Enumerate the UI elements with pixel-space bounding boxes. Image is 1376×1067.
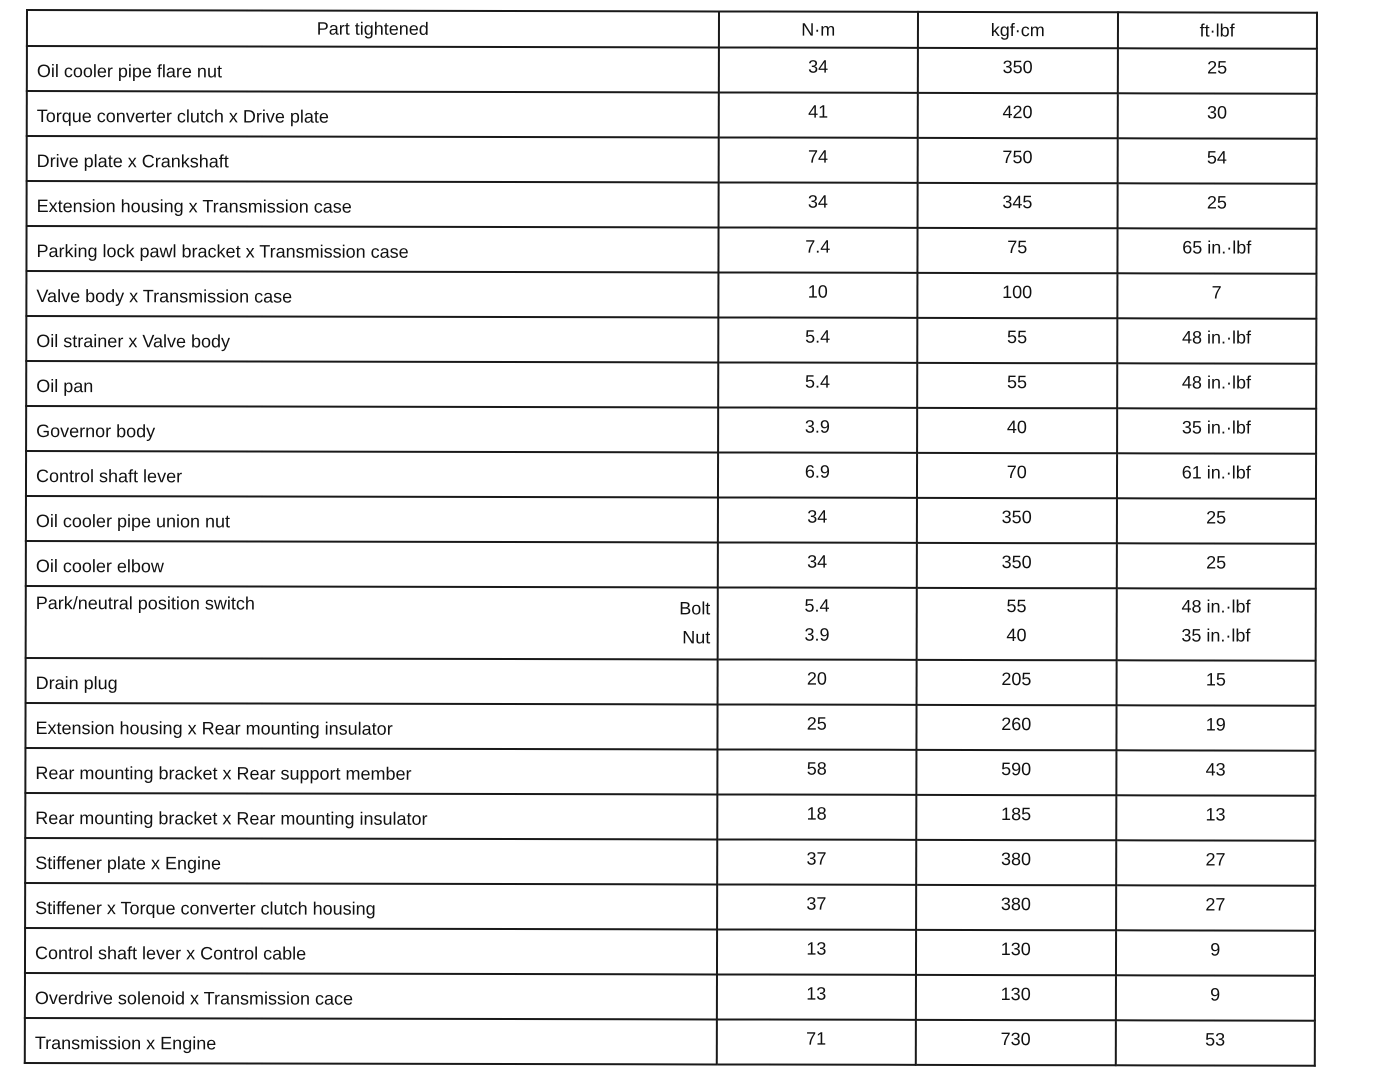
ftlbf-cell: 9	[1115, 975, 1315, 1020]
nm-cell: 34	[717, 542, 917, 587]
nm-cell: 37	[717, 839, 917, 884]
table-row	[26, 226, 1316, 274]
part-cell: Drain plug	[26, 658, 718, 704]
part-cell	[26, 586, 718, 659]
ftlbf-cell: 13	[1116, 795, 1316, 840]
ftlbf-cell: 54	[1117, 138, 1317, 183]
table-row	[25, 928, 1315, 976]
part-label: Park/neutral position switch	[35, 593, 255, 614]
part-cell: Oil strainer x Valve body	[26, 316, 718, 362]
bolt-nm: 5.4	[804, 595, 830, 616]
table-row	[26, 406, 1316, 454]
kgfcm-cell: 55	[917, 363, 1117, 408]
table-row-park-neutral-switch	[26, 586, 1316, 661]
ftlbf-cell: 48 in.·lbf	[1117, 318, 1317, 363]
ftlbf-cell	[1116, 588, 1316, 660]
table-row	[26, 658, 1316, 706]
bolt-ftlbf: 48 in.·lbf	[1181, 596, 1251, 617]
table-row	[25, 793, 1315, 841]
nm-cell: 58	[717, 749, 917, 794]
kgfcm-cell: 420	[918, 93, 1118, 138]
kgfcm-cell: 380	[916, 885, 1116, 930]
header-nm: N·m	[719, 11, 919, 47]
nm-cell: 34	[718, 47, 918, 92]
header-ftlbf: ft·lbf	[1117, 12, 1317, 48]
ftlbf-cell: 61 in.·lbf	[1116, 453, 1316, 498]
table-row	[26, 496, 1316, 544]
torque-spec-table	[24, 9, 1318, 1067]
table-row	[27, 136, 1317, 184]
nm-cell: 6.9	[718, 452, 918, 497]
part-cell: Oil cooler pipe flare nut	[27, 46, 719, 92]
kgfcm-cell	[917, 588, 1117, 660]
part-cell: Control shaft lever	[26, 451, 718, 497]
kgfcm-cell: 590	[916, 750, 1116, 795]
ftlbf-cell: 25	[1116, 543, 1316, 588]
table-row	[25, 883, 1315, 931]
part-cell: Transmission x Engine	[25, 1018, 717, 1064]
kgfcm-cell: 350	[917, 543, 1117, 588]
nm-cell: 25	[717, 704, 917, 749]
nut-kgfcm: 40	[1006, 625, 1027, 646]
table-row	[25, 703, 1315, 751]
part-cell: Extension housing x Transmission case	[27, 181, 719, 227]
part-cell: Drive plate x Crankshaft	[27, 136, 719, 182]
nm-cell: 37	[717, 884, 917, 929]
kgfcm-cell: 380	[916, 840, 1116, 885]
ftlbf-cell: 27	[1116, 885, 1316, 930]
part-cell: Rear mounting bracket x Rear support member	[25, 748, 717, 794]
table-row	[25, 973, 1315, 1021]
part-cell: Control shaft lever x Control cable	[25, 928, 717, 974]
kgfcm-cell: 55	[917, 318, 1117, 363]
nut-label: Nut	[682, 627, 711, 648]
fastener-labels	[679, 594, 710, 652]
nm-cell: 13	[716, 974, 916, 1019]
bolt-kgfcm: 55	[1006, 596, 1027, 617]
table-row	[26, 361, 1316, 409]
kgfcm-cell: 345	[918, 183, 1118, 228]
nm-cell: 34	[717, 497, 917, 542]
part-cell: Torque converter clutch x Drive plate	[27, 91, 719, 137]
table-row	[25, 748, 1315, 796]
nm-cell: 5.4	[718, 362, 918, 407]
nm-cell: 3.9	[718, 407, 918, 452]
kgfcm-cell: 205	[917, 660, 1117, 705]
header-kgfcm: kgf·cm	[918, 12, 1118, 48]
nm-cell: 7.4	[718, 227, 918, 272]
ftlbf-cell: 53	[1115, 1020, 1315, 1065]
ftlbf-cell: 65 in.·lbf	[1117, 228, 1317, 273]
table-row	[26, 541, 1316, 589]
nm-cell	[717, 587, 917, 659]
ftlbf-cell: 25	[1117, 183, 1317, 228]
kgfcm-cell: 130	[916, 930, 1116, 975]
part-cell: Oil cooler pipe union nut	[26, 496, 718, 542]
table-row	[26, 451, 1316, 499]
table-row	[26, 271, 1316, 319]
kgfcm-cell: 130	[916, 975, 1116, 1020]
ftlbf-cell: 15	[1116, 660, 1316, 705]
part-cell: Stiffener plate x Engine	[25, 838, 717, 884]
table-row	[27, 181, 1317, 229]
nm-cell: 5.4	[718, 317, 918, 362]
part-cell: Overdrive solenoid x Transmission cace	[25, 973, 717, 1019]
ftlbf-cell: 27	[1116, 840, 1316, 885]
kgfcm-cell: 70	[917, 453, 1117, 498]
nut-ftlbf: 35 in.·lbf	[1181, 625, 1251, 646]
kgfcm-cell: 260	[916, 705, 1116, 750]
nm-cell: 18	[717, 794, 917, 839]
table-row	[27, 46, 1317, 94]
ftlbf-cell: 7	[1117, 273, 1317, 318]
nm-cell: 74	[718, 137, 918, 182]
ftlbf-cell: 19	[1116, 705, 1316, 750]
nm-cell: 20	[717, 659, 917, 704]
table-row	[25, 1018, 1315, 1066]
kgfcm-cell: 75	[917, 228, 1117, 273]
part-cell: Governor body	[26, 406, 718, 452]
part-cell: Valve body x Transmission case	[26, 271, 718, 317]
kgfcm-cell: 185	[916, 795, 1116, 840]
kgfcm-cell: 350	[918, 48, 1118, 93]
ftlbf-cell: 9	[1115, 930, 1315, 975]
part-cell: Oil pan	[26, 361, 718, 407]
nm-cell: 41	[718, 92, 918, 137]
ftlbf-cell: 35 in.·lbf	[1117, 408, 1317, 453]
table-row	[25, 838, 1315, 886]
nm-cell: 71	[716, 1019, 916, 1064]
kgfcm-cell: 350	[917, 498, 1117, 543]
kgfcm-cell: 40	[917, 408, 1117, 453]
ftlbf-cell: 25	[1117, 48, 1317, 93]
ftlbf-cell: 30	[1117, 93, 1317, 138]
nut-nm: 3.9	[804, 624, 830, 645]
table-row	[26, 316, 1316, 364]
part-cell: Oil cooler elbow	[26, 541, 718, 587]
part-cell: Stiffener x Torque converter clutch housing	[25, 883, 717, 929]
nm-cell: 13	[717, 929, 917, 974]
ftlbf-cell: 25	[1116, 498, 1316, 543]
nm-cell: 34	[718, 182, 918, 227]
part-cell: Rear mounting bracket x Rear mounting insulator	[25, 793, 717, 839]
header-part-tightened: Part tightened	[27, 10, 719, 47]
kgfcm-cell: 100	[917, 273, 1117, 318]
kgfcm-cell: 750	[918, 138, 1118, 183]
ftlbf-cell: 43	[1116, 750, 1316, 795]
ftlbf-cell: 48 in.·lbf	[1117, 363, 1317, 408]
nm-cell: 10	[718, 272, 918, 317]
kgfcm-cell: 730	[916, 1020, 1116, 1065]
part-cell: Extension housing x Rear mounting insulator	[25, 703, 717, 749]
table-row	[27, 91, 1317, 139]
bolt-label: Bolt	[679, 598, 711, 619]
part-cell: Parking lock pawl bracket x Transmission case	[26, 226, 718, 272]
table-header-row	[27, 10, 1317, 49]
